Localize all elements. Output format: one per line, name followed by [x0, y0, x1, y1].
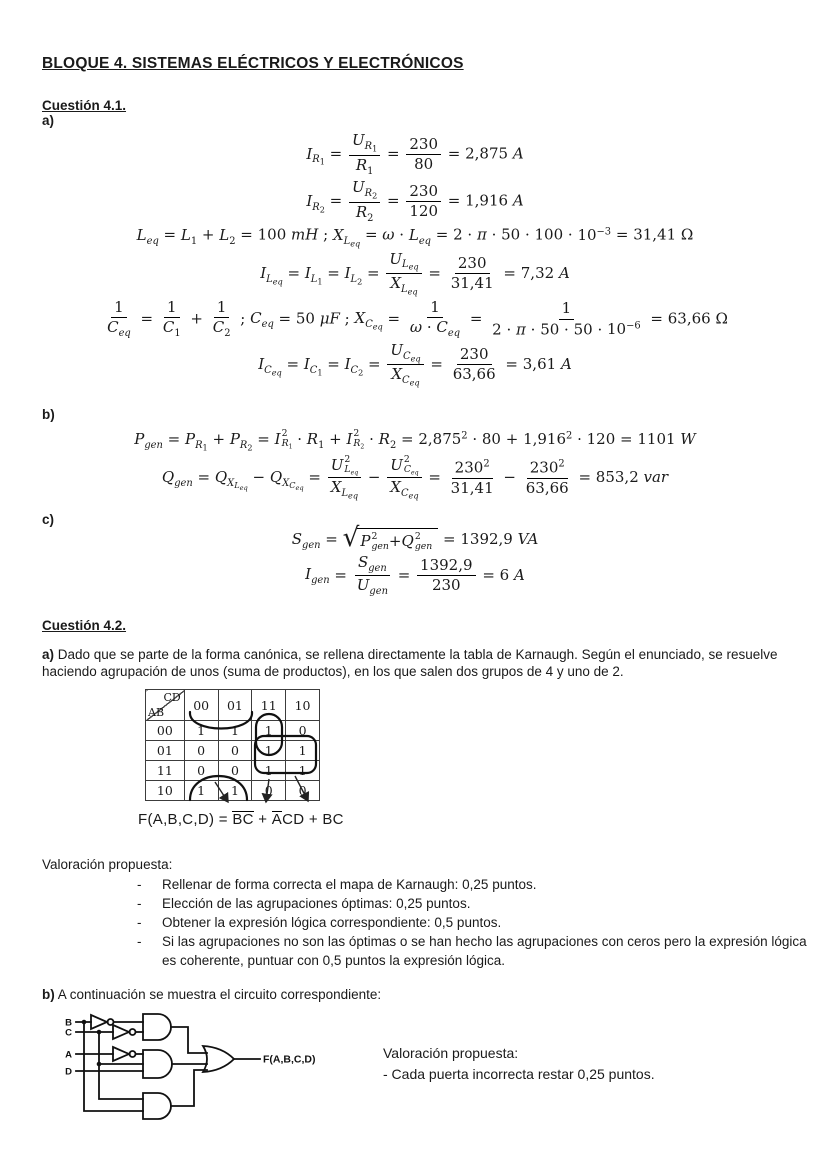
- equation-line: $I_{C_{eq}} = I_{C_1} = I_{C_2}$ = $\frac{U_{C_{eq}}}{X_{C_{eq}}}$ = $\frac{230}{63,66}$ = 3,61 A: [258, 340, 572, 388]
- kmap-cell: 1: [252, 761, 286, 781]
- valoracion-bullet-list: [42, 875, 807, 971]
- input-label-b: B: [65, 1017, 72, 1029]
- kmap-cell: 1: [252, 741, 286, 761]
- kmap-col-header: 10: [286, 690, 320, 721]
- expression-text: +: [253, 811, 272, 829]
- valoracion-bullet: - Si las agrupaciones no son las óptimas o se han hecho las agrupaciones con ceros pero la expresión lógica es coherente, puntuar con 0,5 puntos la expresión lógica.: [137, 934, 807, 969]
- negated-variable: A: [271, 811, 283, 829]
- paragraph-a-label: a): [42, 647, 55, 663]
- karnaugh-table: [145, 689, 320, 801]
- valoracion-bullet: - Rellenar de forma correcta el mapa de Karnaugh: 0,25 puntos.: [137, 876, 537, 892]
- kmap-row-label: 01: [146, 741, 185, 761]
- equation-line: $I_{L_{eq}} = I_{L_1} = I_{L_2}$ = $\frac{U_{L_{eq}}}{X_{L_{eq}}}$ = $\frac{230}{31,41}$ = 7,32 A: [260, 249, 570, 297]
- kmap-row: [146, 721, 320, 741]
- block-title: BLOQUE 4. SISTEMAS ELÉCTRICOS Y ELECTRÓNICOS: [42, 55, 464, 72]
- equations-4-1-b: [42, 428, 788, 502]
- kmap-col-header: 11: [252, 690, 286, 721]
- part-a-label: a): [42, 113, 55, 128]
- kmap-cell: 0: [286, 781, 320, 801]
- question-4-2-heading: Cuestión 4.2.: [42, 618, 127, 634]
- circuit-section: [42, 1009, 788, 1139]
- kmap-cell: 1: [286, 741, 320, 761]
- equation-line: $I_{R_2}$ = $\frac{U_{R_2}}{R_2}$ = $\frac{230}{120}$ = 1,916 A: [306, 178, 524, 224]
- equation-line: $S_{gen}$ = √ P 2 gen + Q 2 gen = 1392,9 VA: [291, 522, 539, 553]
- not-gate-a: [113, 1047, 136, 1061]
- equations-4-1-c: [42, 522, 788, 598]
- kmap-cell: 1: [252, 721, 286, 741]
- karnaugh-map: [145, 689, 320, 799]
- equation-line: $\frac{1}{C_{eq}}$ = $\frac{1}{C_1}$ + $\frac{1}{C_2}$ ; $C_{eq} = 50$ μF ; $X_{C_{eq}}$ = $\frac{1}{\omega \cdot C_{eq}}$ = $\frac{1}{2 \cdot \pi \cdot 50 \cdot 50 \cdot 10^{-6}}$ = 63,66 Ω: [107, 297, 728, 340]
- kmap-cell: 0: [286, 721, 320, 741]
- or-gate: [203, 1046, 234, 1072]
- input-label-a: A: [65, 1049, 72, 1061]
- and-gate-middle: [143, 1050, 172, 1078]
- kmap-cell: 0: [218, 741, 252, 761]
- junction-dot: [82, 1019, 87, 1024]
- kmap-cell: 1: [218, 721, 252, 741]
- kmap-cell: 0: [218, 761, 252, 781]
- kmap-cell: 1: [218, 781, 252, 801]
- question-4-1-heading: Cuestión 4.1.: [42, 98, 127, 113]
- equation-line: $I_{gen}$ = $\frac{S_{gen}}{U_{gen}}$ = $\frac{1392,9}{230}$ = 6 A: [305, 552, 525, 597]
- paragraph-4-2-a: [42, 646, 788, 680]
- not-gate-c: [113, 1025, 136, 1039]
- paragraph-b-label: b): [42, 986, 55, 1002]
- equation-line: $P_{gen} = P_{R_1} + P_{R_2}$ = I 2 $R_1$ · $R_1$ + I 2 $R_2$ · $R_2 = 2,875^2 \cdot 80 + 1,916^2 \cdot 120 = 1101$ W: [134, 427, 696, 453]
- kmap-row: [146, 761, 320, 781]
- valoracion-bullet: - Elección de las agrupaciones óptimas: 0,25 puntos.: [137, 895, 471, 911]
- circuit-output-label: F(A,B,C,D): [263, 1053, 316, 1066]
- paragraph-4-2-b: [42, 986, 788, 1003]
- equation-line: $Q_{gen} = Q_{X_{L_{eq}}} - Q_{X_{C_{eq}}}$ = U 2 $L_{eq}$ $X_{L_{eq}}$ − U 2 $C_{eq}$ $X_{C_{eq}}$ = $\frac{230^2}{31,41}$ − $\frac{230^2}{63,66}$ = 853,2 var: [161, 453, 669, 501]
- kmap-cell: 0: [252, 781, 286, 801]
- kmap-col-header: 01: [218, 690, 252, 721]
- kmap-row: [146, 741, 320, 761]
- expression-text: CD: [282, 811, 305, 829]
- part-c-label: c): [42, 512, 55, 528]
- kmap-corner-cell: CD AB: [146, 690, 185, 721]
- kmap-row-label: 10: [146, 781, 185, 801]
- kmap-cell: 0: [184, 741, 218, 761]
- paragraph-b-text: A continuación se muestra el circuito correspondiente:: [54, 986, 382, 1002]
- equation-line: $L_{eq} = L_1 + L_2 = 100$ mH ; $X_{L_{eq}} = \omega \cdot L_{eq} = 2 \cdot \pi \cdot 50 \cdot 100 \cdot 10^{-3} = 31,41$ Ω: [136, 225, 694, 248]
- equations-4-1-a: [42, 131, 788, 389]
- kmap-row: [146, 781, 320, 801]
- kmap-cell: 1: [184, 781, 218, 801]
- kmap-cell: 1: [184, 721, 218, 741]
- negated-variable: B: [232, 811, 243, 829]
- valoracion-bullet: - Obtener la expresión lógica correspondiente: 0,5 puntos.: [137, 915, 502, 931]
- paragraph-a-text: Dado que se parte de la forma canónica, se rellena directamente la tabla de Karnaugh. Según el enunciado, se resuelve haciendo agrupación de unos (suma de productos), en los que salen dos grupos de 4 y uno de 2.: [42, 647, 778, 680]
- input-label-d: D: [65, 1066, 72, 1078]
- input-label-c: C: [65, 1027, 72, 1039]
- and-gate-top: [143, 1014, 171, 1040]
- and-gate-bottom: [143, 1093, 171, 1119]
- kmap-col-header: 00: [184, 690, 218, 721]
- part-b-label: b): [42, 406, 55, 422]
- kmap-cell: 0: [184, 761, 218, 781]
- valoracion-title: Valoración propuesta:: [42, 856, 173, 872]
- negated-variable: C: [242, 811, 254, 829]
- valoracion-2-title: Valoración propuesta:: [383, 1044, 519, 1061]
- logic-circuit-diagram: [60, 1009, 360, 1139]
- junction-dot: [97, 1061, 102, 1066]
- valoracion-2: [383, 1043, 655, 1085]
- expression-text: F(A,B,C,D) =: [138, 811, 233, 829]
- valoracion-2-item: - Cada puerta incorrecta restar 0,25 puntos.: [383, 1065, 655, 1082]
- equation-line: $I_{R_1}$ = $\frac{U_{R_1}}{R_1}$ = $\frac{230}{80}$ = 2,875 A: [306, 131, 524, 177]
- kmap-expression: [138, 811, 788, 829]
- expression-text: + BC: [304, 811, 344, 829]
- kmap-row-label: 11: [146, 761, 185, 781]
- kmap-cell: 1: [286, 761, 320, 781]
- not-gate-b: [91, 1015, 114, 1029]
- kmap-row-label: 00: [146, 721, 185, 741]
- junction-dot: [97, 1029, 102, 1034]
